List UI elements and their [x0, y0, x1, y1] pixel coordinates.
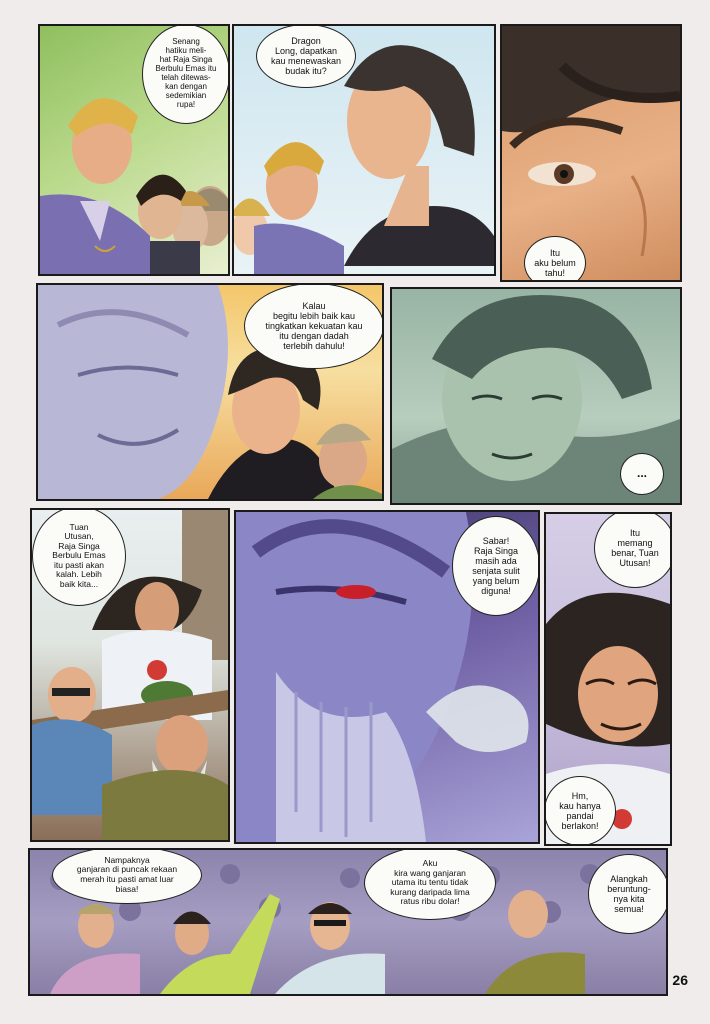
- bubble-p8a: Itu memang benar, Tuan Utusan!: [594, 512, 672, 588]
- bubble-p7: Sabar! Raja Singa masih ada senjata sulit yang belum diguna!: [452, 516, 540, 616]
- bubble-p9a: Nampaknya ganjaran di puncak rekaan merah itu pasti amat luar biasa!: [52, 848, 202, 904]
- panel-5: [390, 287, 682, 505]
- panel-6: [30, 508, 230, 842]
- panel-3-art: [502, 26, 680, 280]
- bubble-p3: Itu aku belum tahu!: [524, 236, 586, 282]
- bubble-p4: Kalau begitu lebih baik kau tingkatkan kekuatan kau itu dengan dadah terlebih dahulu!: [244, 283, 384, 369]
- panel-7: [234, 510, 540, 844]
- panel-2: [232, 24, 496, 276]
- bubble-p1: Senang hatiku meli- hat Raja Singa Berbulu Emas itu telah ditewas- kan dengan sedemikian rupa!: [142, 24, 230, 124]
- bubble-p9c: Alangkah beruntung- nya kita semua!: [588, 854, 668, 934]
- panel-4: [36, 283, 384, 501]
- bubble-p5: ...: [620, 453, 664, 495]
- bubble-p8b: Hm, kau hanya pandai berlakon!: [544, 776, 616, 846]
- panel-8: [544, 512, 672, 846]
- page-number: 26: [672, 972, 688, 988]
- panel-9: [28, 848, 668, 996]
- bubble-p9b: Aku kira wang ganjaran utama itu tentu tidak kurang daripada lima ratus ribu dolar!: [364, 848, 496, 920]
- panel-1: [38, 24, 230, 276]
- bubble-p2: Dragon Long, dapatkan kau menewaskan budak itu?: [256, 24, 356, 88]
- panel-3: [500, 24, 682, 282]
- bubble-p6: Tuan Utusan, Raja Singa Berbulu Emas itu pasti akan kalah. Lebih baik kita...: [32, 508, 126, 606]
